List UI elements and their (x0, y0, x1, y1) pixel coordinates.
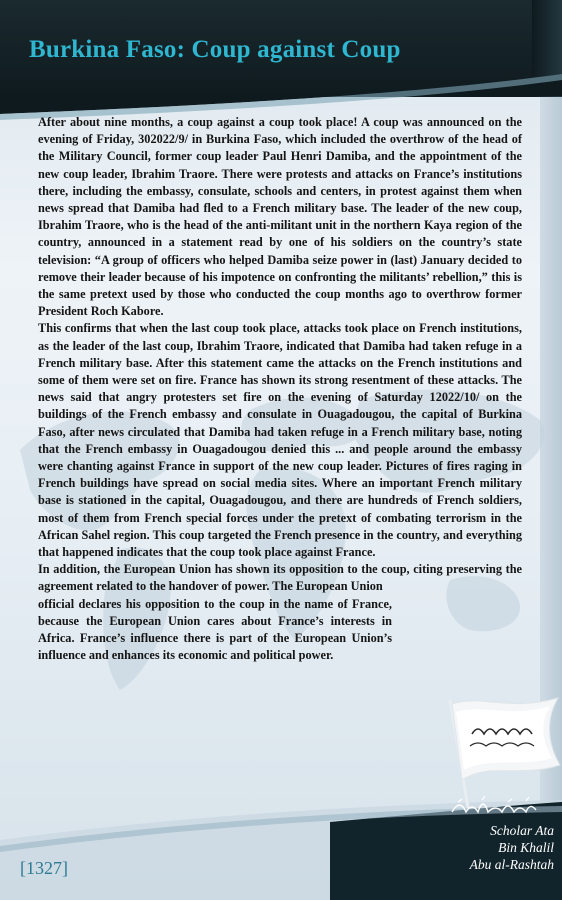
page-number: [1327] (20, 858, 68, 878)
page-title: Burkina Faso: Coup against Coup (29, 36, 401, 63)
article-paragraph: In addition, the European Union has shown its opposition to the coup, citing preserving the agreement related to the handover of power. The European Union (38, 562, 522, 594)
signature-line: Scholar Ata (490, 823, 554, 838)
article-paragraph: official declares his opposition to the coup in the name of France, because the European Union cares about France’s interests in Africa. France’s influence there is part of the European Union’s influence and enhances its economic and political power. (38, 596, 392, 663)
article-paragraph: After about nine months, a coup against a coup took place! A coup was announced on the evening of Friday, 302022/9/ in Burkina Faso, which included the overthrow of the head of the Military Council, former coup leader Paul Henri Damiba, and the appointment of the new coup leader, Ibrahim Traore. There were protests and attacks on France’s institutions there, including the embassy, consulate, schools and centers, in protest against them when news spread that Damiba had fled to a French military base. The leader of the new coup, Ibrahim Traore, who is the head of the anti-militant unit in the northern Kaya region of the country, announced in a statement read by one of his soldiers on the country’s state television: “A group of officers who helped Damiba seize power in (last) January decided to remove their leader because of his impotence on confronting the militants’ rebellion,” this is the same pretext used by those who conducted the coup months ago to overthrow former President Roch Kabore. (38, 115, 522, 319)
signature-line: Bin Khalil (498, 840, 554, 855)
signature-line: Abu al-Rashtah (469, 857, 554, 872)
author-signature (428, 822, 554, 873)
article-body (38, 114, 522, 665)
arabic-calligraphy-signature (448, 790, 540, 820)
article-paragraph: This confirms that when the last coup took place, attacks took place on French institutions, as the leader of the last coup, Ibrahim Traore, indicated that Damiba had taken refuge in a French military base. After this statement came the attacks on the French institutions and some of them were set on fire. France has shown its strong resentment of these attacks. The news said that angry protesters set fire on the evening of Saturday 12022/10/ on the buildings of the French embassy and consulate in Ouagadougou, the capital of Burkina Faso, after news circulated that Damiba had taken refuge in a French military base, noting that the French embassy in Ouagadougou denied this ... and people around the embassy were chanting against France in support of the new coup leader. Pictures of fires raging in French buildings have spread on social media sites. Where an important French military base is stationed in the capital, Ouagadougou, and there are hundreds of French soldiers, most of them from French special forces under the pretext of combating terrorism in the African Sahel region. This coup targeted the French presence in the country, and everything that happened indicates that the coup took place against France. (38, 321, 522, 560)
